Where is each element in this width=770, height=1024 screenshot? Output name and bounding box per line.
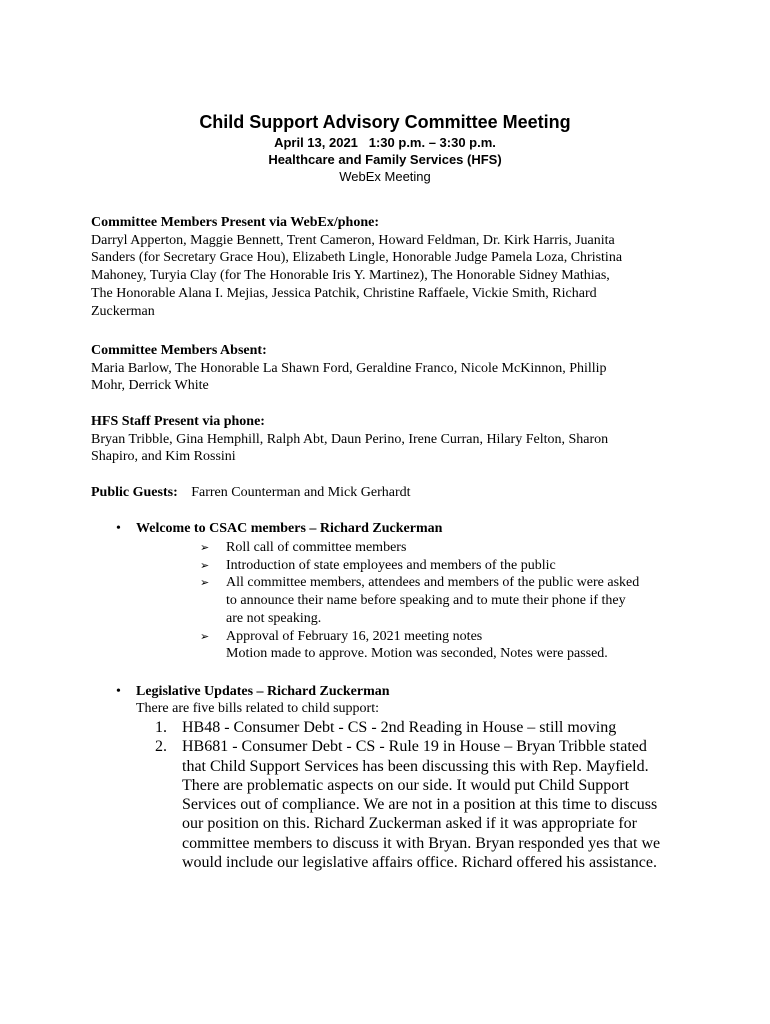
hfs-staff-line: Bryan Tribble, Gina Hemphill, Ralph Abt, Daun Perino, Irene Curran, Hilary Felton, Sharon bbox=[91, 431, 609, 447]
bill-item bbox=[155, 718, 685, 737]
arrow-bullet-icon: ➢ bbox=[200, 541, 210, 554]
meeting-department: Healthcare and Family Services (HFS) bbox=[268, 152, 502, 167]
public-guests-label: Public Guests: bbox=[91, 485, 178, 500]
members-absent-line: Mohr, Derrick White bbox=[91, 378, 209, 394]
welcome-subitem-text: All committee members, attendees and members of the public were asked bbox=[226, 575, 640, 591]
public-guests-section bbox=[91, 484, 691, 502]
members-absent-heading: Committee Members Absent: bbox=[91, 343, 267, 358]
meeting-location: WebEx Meeting bbox=[339, 169, 431, 184]
welcome-subitem bbox=[200, 539, 680, 557]
hfs-staff-line: Shapiro, and Kim Rossini bbox=[91, 449, 236, 465]
legislative-title: Legislative Updates – Richard Zuckerman bbox=[136, 684, 390, 699]
welcome-subitem bbox=[200, 557, 680, 575]
legislative-intro: There are five bills related to child support: bbox=[136, 701, 379, 716]
bullet-icon: • bbox=[116, 521, 121, 536]
hfs-staff-section bbox=[91, 413, 691, 466]
welcome-subitem-text: Motion made to approve. Motion was seconded, Notes were passed. bbox=[226, 646, 608, 662]
meeting-title: Child Support Advisory Committee Meeting bbox=[199, 112, 571, 132]
welcome-subitem bbox=[200, 628, 680, 663]
members-absent-section bbox=[91, 342, 691, 395]
arrow-bullet-icon: ➢ bbox=[200, 629, 210, 643]
bill-text: There are problematic aspects on our side. It would put Child Support bbox=[182, 776, 630, 794]
members-present-line: Mahoney, Turyia Clay (for The Honorable Iris Y. Martinez), The Honorable Sidney Mathias, bbox=[91, 268, 610, 284]
welcome-subitem-text: Roll call of committee members bbox=[226, 540, 407, 555]
members-present-line: Darryl Apperton, Maggie Bennett, Trent Cameron, Howard Feldman, Dr. Kirk Harris, Juanita bbox=[91, 232, 615, 248]
members-absent-line: Maria Barlow, The Honorable La Shawn Ford, Geraldine Franco, Nicole McKinnon, Phillip bbox=[91, 360, 607, 376]
bill-item bbox=[155, 737, 685, 872]
bill-text: HB48 - Consumer Debt - CS - 2nd Reading in House – still moving bbox=[182, 719, 617, 736]
welcome-subitem-text: are not speaking. bbox=[226, 610, 322, 626]
bill-text: would include our legislative affairs office. Richard offered his assistance. bbox=[182, 854, 657, 872]
arrow-bullet-icon: ➢ bbox=[200, 576, 210, 590]
bill-text: Services out of compliance. We are not in a position at this time to discuss bbox=[182, 796, 658, 814]
members-present-section bbox=[91, 214, 691, 320]
welcome-subitems bbox=[200, 539, 680, 663]
meeting-date-time: April 13, 2021 1:30 p.m. – 3:30 p.m. bbox=[274, 135, 496, 150]
welcome-subitem-text: Approval of February 16, 2021 meeting notes bbox=[226, 628, 483, 644]
members-present-line: Zuckerman bbox=[91, 303, 155, 319]
welcome-title: Welcome to CSAC members – Richard Zuckerman bbox=[136, 521, 443, 536]
bill-text: HB681 - Consumer Debt - CS - Rule 19 in House – Bryan Tribble stated bbox=[182, 738, 647, 756]
bill-number: 1. bbox=[155, 719, 167, 736]
members-present-line: Sanders (for Secretary Grace Hou), Elizabeth Lingle, Honorable Judge Pamela Loza, Christina bbox=[91, 250, 623, 266]
bill-text: our position on this. Richard Zuckerman asked if it was appropriate for bbox=[182, 815, 637, 833]
public-guests-value: Farren Counterman and Mick Gerhardt bbox=[191, 485, 411, 500]
bullet-icon: • bbox=[116, 684, 121, 699]
bill-text: that Child Support Services has been discussing this with Rep. Mayfield. bbox=[182, 757, 649, 775]
bill-text: committee members to discuss it with Bryan. Bryan responded yes that we bbox=[182, 834, 661, 852]
bill-number: 2. bbox=[155, 738, 167, 756]
arrow-bullet-icon: ➢ bbox=[200, 558, 210, 572]
welcome-subitem-text: Introduction of state employees and members of the public bbox=[226, 557, 556, 573]
welcome-subitem bbox=[200, 574, 680, 627]
members-present-line: The Honorable Alana I. Mejias, Jessica Patchik, Christine Raffaele, Vickie Smith, Richard bbox=[91, 285, 597, 301]
bill-list bbox=[155, 718, 685, 872]
hfs-staff-heading: HFS Staff Present via phone: bbox=[91, 414, 265, 429]
welcome-subitem-text: to announce their name before speaking and to mute their phone if they bbox=[226, 593, 626, 609]
meeting-header bbox=[0, 110, 770, 185]
members-present-heading: Committee Members Present via WebEx/phone: bbox=[91, 215, 379, 230]
